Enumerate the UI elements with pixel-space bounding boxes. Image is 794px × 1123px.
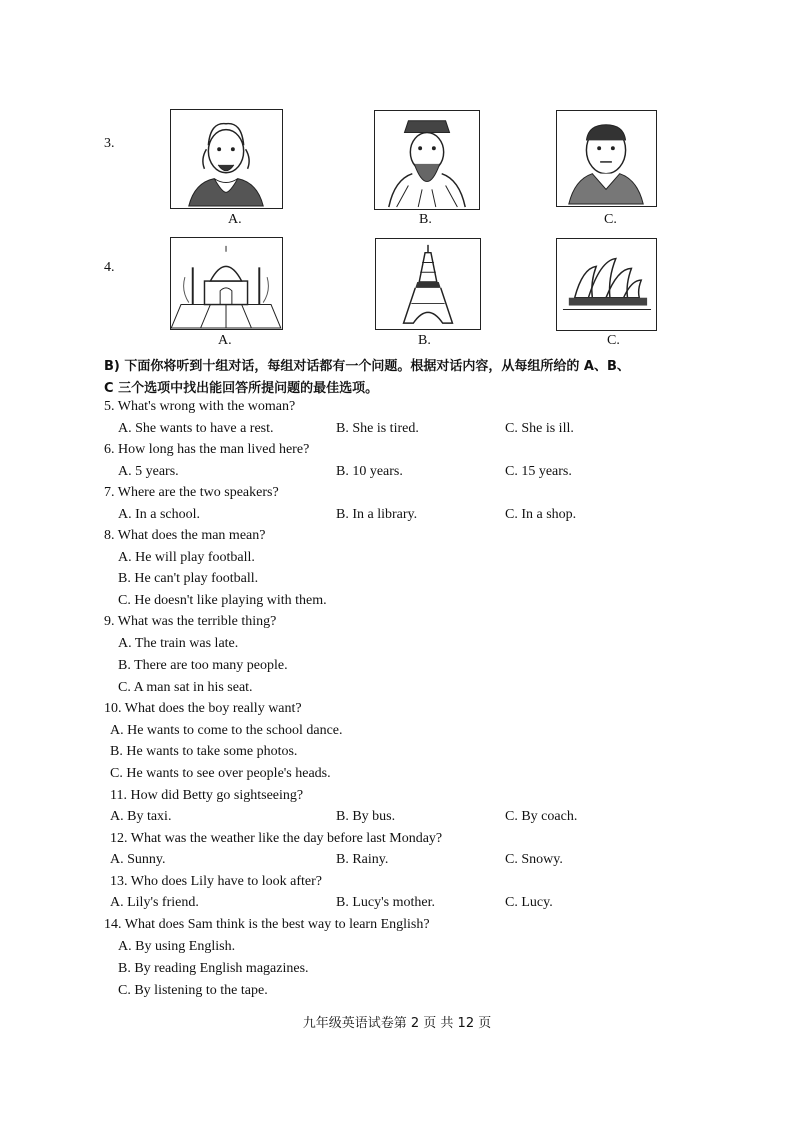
- q6-option-b: B. 10 years.: [336, 464, 403, 479]
- q12-option-b: B. Rainy.: [336, 852, 389, 867]
- question-12: 12. What was the weather like the day before last Monday?: [110, 831, 443, 846]
- q8-option-c: C. He doesn't like playing with them.: [118, 593, 327, 608]
- q8-option-a: A. He will play football.: [118, 550, 255, 565]
- q12-option-c: C. Snowy.: [505, 852, 563, 867]
- q6-option-c: C. 15 years.: [505, 464, 572, 479]
- q13-option-a: A. Lily's friend.: [110, 895, 199, 910]
- question-9: 9. What was the terrible thing?: [104, 614, 277, 629]
- q14-option-c: C. By listening to the tape.: [118, 983, 268, 998]
- question-8: 8. What does the man mean?: [104, 528, 266, 543]
- q9-option-a: A. The train was late.: [118, 636, 239, 651]
- question-10: 10. What does the boy really want?: [104, 701, 302, 716]
- q10-option-a: A. He wants to come to the school dance.: [110, 723, 343, 738]
- q4-label-a: A.: [218, 333, 232, 348]
- q4-label-b: B.: [418, 333, 431, 348]
- eiffel-tower-icon: [375, 238, 481, 330]
- question-7: 7. Where are the two speakers?: [104, 485, 279, 500]
- q7-option-a: A. In a school.: [118, 507, 201, 522]
- q7-option-c: C. In a shop.: [505, 507, 577, 522]
- q13-option-b: B. Lucy's mother.: [336, 895, 435, 910]
- page-footer: 九年级英语试卷第 2 页 共 12 页: [302, 1016, 492, 1031]
- q10-option-c: C. He wants to see over people's heads.: [110, 766, 331, 781]
- question-11: 11. How did Betty go sightseeing?: [110, 788, 304, 803]
- shakespeare-portrait-icon: [170, 109, 283, 209]
- q3-label-a: A.: [228, 212, 242, 227]
- q9-option-c: C. A man sat in his seat.: [118, 680, 253, 695]
- q4-label-c: C.: [607, 333, 620, 348]
- q14-option-b: B. By reading English magazines.: [118, 961, 309, 976]
- section-b-instruction-line1: B) 下面你将听到十组对话，每组对话都有一个问题。根据对话内容，从每组所给的 A、B、: [104, 359, 630, 374]
- q5-option-b: B. She is tired.: [336, 421, 419, 436]
- q11-option-b: B. By bus.: [336, 809, 396, 824]
- question-3-number: 3.: [104, 136, 115, 151]
- question-4-number: 4.: [104, 260, 115, 275]
- question-14: 14. What does Sam think is the best way to learn English?: [104, 917, 430, 932]
- q9-option-b: B. There are too many people.: [118, 658, 288, 673]
- q3-label-c: C.: [604, 212, 617, 227]
- q13-option-c: C. Lucy.: [505, 895, 553, 910]
- section-b-instruction-line2: C 三个选项中找出能回答所提问题的最佳选项。: [104, 381, 379, 396]
- q11-option-c: C. By coach.: [505, 809, 578, 824]
- question-13: 13. Who does Lily have to look after?: [110, 874, 323, 889]
- q10-option-b: B. He wants to take some photos.: [110, 744, 298, 759]
- q14-option-a: A. By using English.: [118, 939, 236, 954]
- q7-option-b: B. In a library.: [336, 507, 418, 522]
- sydney-opera-house-icon: [556, 238, 657, 331]
- confucius-portrait-icon: [374, 110, 480, 210]
- q6-option-a: A. 5 years.: [118, 464, 179, 479]
- taj-mahal-icon: [170, 237, 283, 330]
- q3-label-b: B.: [419, 212, 432, 227]
- q11-option-a: A. By taxi.: [110, 809, 172, 824]
- modern-man-portrait-icon: [556, 110, 657, 207]
- q5-option-c: C. She is ill.: [505, 421, 574, 436]
- q8-option-b: B. He can't play football.: [118, 571, 259, 586]
- question-6: 6. How long has the man lived here?: [104, 442, 310, 457]
- q5-option-a: A. She wants to have a rest.: [118, 421, 274, 436]
- q12-option-a: A. Sunny.: [110, 852, 166, 867]
- question-5: 5. What's wrong with the woman?: [104, 399, 296, 414]
